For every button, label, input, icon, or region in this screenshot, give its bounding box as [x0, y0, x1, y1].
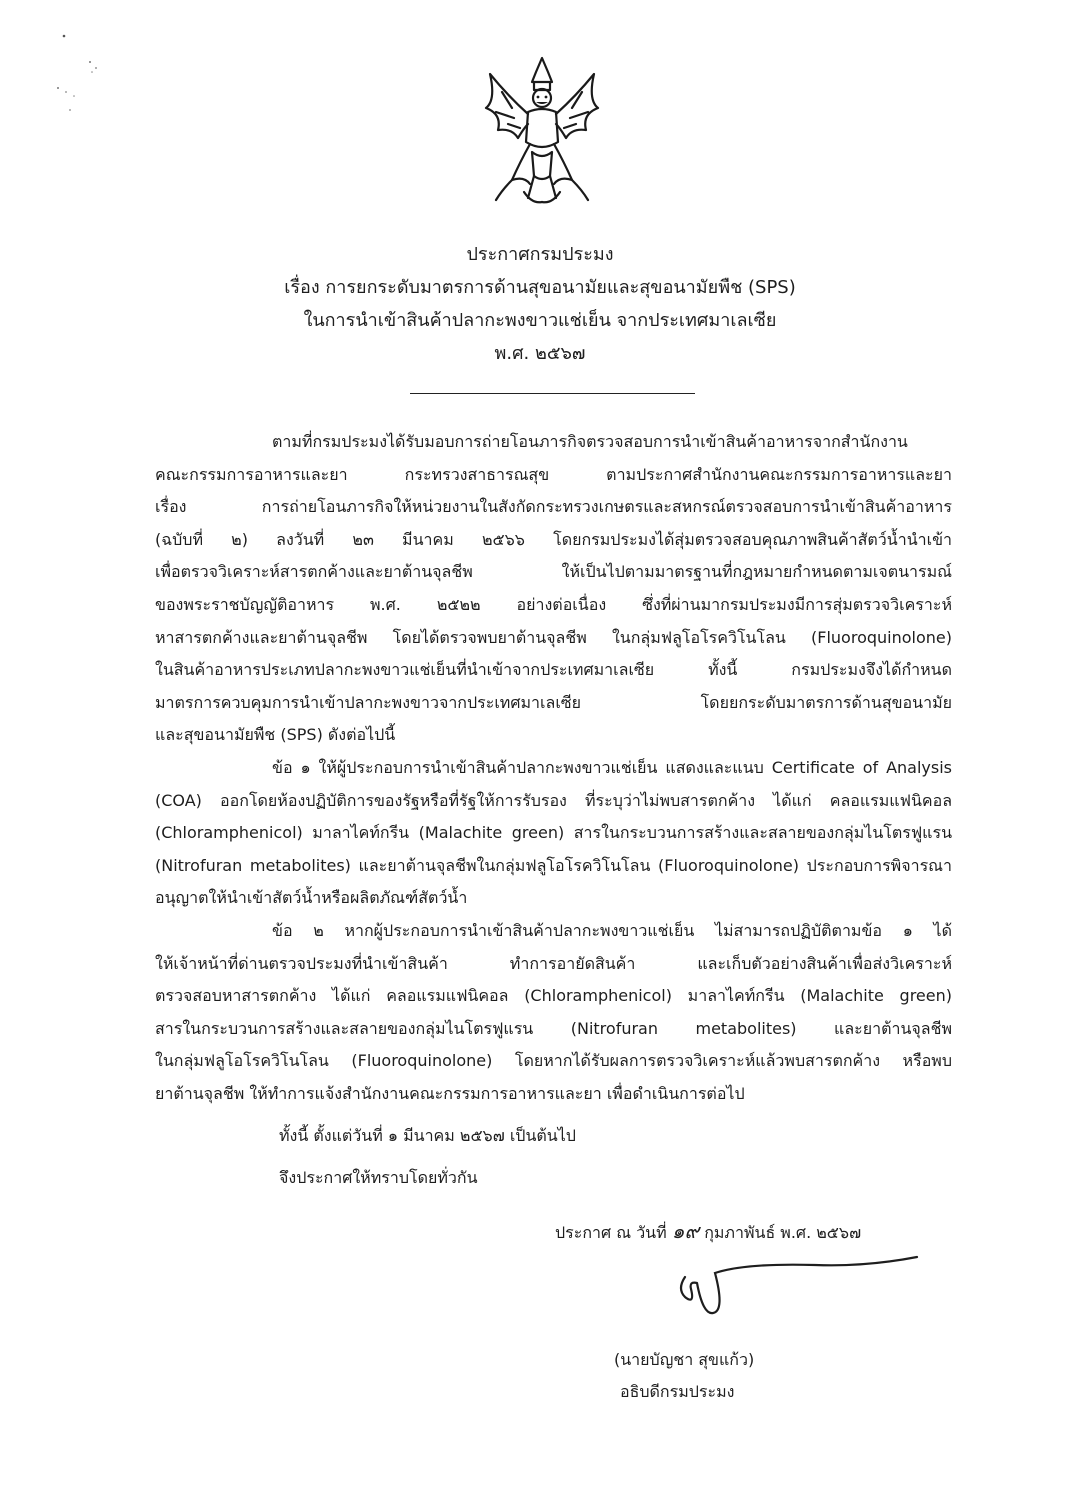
- title-divider: [410, 393, 695, 394]
- paragraph-1-line: (ฉบับที่ ๒) ลงวันที่ ๒๓ มีนาคม ๒๕๖๖ โดยกรมประมงได้สุ่มตรวจสอบคุณภาพสินค้าสัตว์น้ำนำเข้า: [155, 529, 952, 549]
- clause-2-line: ข้อ ๒ หากผู้ประกอบการนำเข้าสินค้าปลากะพงขาวแช่เย็น ไม่สามารถปฏิบัติตามข้อ ๑ ได้: [272, 920, 952, 940]
- agency-heading: ประกาศกรมประมง: [466, 244, 614, 265]
- subject-line: เรื่อง การยกระดับมาตรการด้านสุขอนามัยและสุขอนามัยพืช (SPS): [284, 277, 796, 298]
- paragraph-1-line: ตามที่กรมประมงได้รับมอบการถ่ายโอนภารกิจตรวจสอบการนำเข้าสินค้าอาหารจากสำนักงาน: [272, 432, 908, 451]
- clause-2-line: ยาต้านจุลชีพ ให้ทำการแจ้งสำนักงานคณะกรรมการอาหารและยา เพื่อดำเนินการต่อไป: [155, 1083, 745, 1103]
- signer-title: อธิบดีกรมประมง: [620, 1382, 735, 1401]
- clause-1-line: (COA) ออกโดยห้องปฏิบัติการของรัฐหรือที่รัฐให้การรับรอง ที่ระบุว่าไม่พบสารตกค้าง ได้แก่ คลอแรมแฟนิคอล: [155, 790, 952, 810]
- paragraph-1-line: เรื่อง การถ่ายโอนภารกิจให้หน่วยงานในสังกัดกระทรวงเกษตรและสหกรณ์ตรวจสอบการนำเข้าสินค้าอาหาร: [155, 497, 952, 517]
- scan-specks: [30, 30, 110, 120]
- announcement-closing: จึงประกาศให้ทราบโดยทั่วกัน: [279, 1168, 478, 1187]
- paragraph-1-line: มาตรการควบคุมการนำเข้าปลากะพงขาวจากประเทศมาเลเซีย โดยยกระดับมาตรการด้านสุขอนามัย: [155, 692, 952, 712]
- signer-name: (นายบัญชา สุขแก้ว): [614, 1350, 755, 1369]
- paragraph-1-line: ของพระราชบัญญัติอาหาร พ.ศ. ๒๕๒๒ อย่างต่อเนื่อง ซึ่งที่ผ่านมากรมประมงมีการสุ่มตรวจวิเคราะห์: [155, 594, 952, 614]
- clause-2-line: สารในกระบวนการสร้างและสลายของกลุ่มไนโตรฟูแรน (Nitrofuran metabolites) และยาต้านจุลชีพ: [155, 1018, 952, 1038]
- clause-1-line: (Chloramphenicol) มาลาไคท์กรีน (Malachite green) สารในกระบวนการสร้างและสลายของกลุ่มไนโตรฟูแรน: [155, 823, 952, 843]
- clause-2-line: ตรวจสอบหาสารตกค้าง ได้แก่ คลอแรมแฟนิคอล (Chloramphenicol) มาลาไคท์กรีน (Malachite green): [155, 986, 952, 1006]
- announcement-body: [155, 426, 952, 1110]
- subject-line-2: ในการนำเข้าสินค้าปลากะพงขาวแช่เย็น จากประเทศมาเลเซีย: [303, 310, 777, 331]
- clause-2-line: ให้เจ้าหน้าที่ด่านตรวจประมงที่นำเข้าสินค้า ทำการอายัดสินค้า และเก็บตัวอย่างสินค้าเพื่อส่งวิเคราะห์: [155, 953, 952, 973]
- paragraph-1-line: และสุขอนามัยพืช (SPS) ดังต่อไปนี้: [155, 725, 396, 745]
- paragraph-1-line: เพื่อตรวจวิเคราะห์สารตกค้างและยาต้านจุลชีพ ให้เป็นไปตามมาตรฐานที่กฎหมายกำหนดตามเจตนารมณ์: [155, 562, 952, 582]
- year-line: พ.ศ. ๒๕๖๗: [494, 343, 586, 364]
- handwritten-day: ๑๙: [671, 1219, 700, 1243]
- effective-date-line: ทั้งนี้ ตั้งแต่วันที่ ๑ มีนาคม ๒๕๖๗ เป็นต้นไป: [279, 1126, 576, 1145]
- date-prefix: ประกาศ ณ วันที่: [555, 1223, 667, 1242]
- paragraph-1-line: ในสินค้าอาหารประเภทปลากะพงขาวแช่เย็นที่นำเข้าจากประเทศมาเลเซีย ทั้งนี้ กรมประมงจึงได้กำหนด: [155, 660, 952, 680]
- signing-date: [555, 1215, 861, 1247]
- signature-mark: [655, 1255, 925, 1335]
- announcement-title: [0, 238, 1080, 370]
- paragraph-1-line: หาสารตกค้างและยาต้านจุลชีพ โดยได้ตรวจพบยาต้านจุลชีพ ในกลุ่มฟลูโอโรควิโนโลน (Fluoroquinolone): [155, 627, 952, 647]
- garuda-emblem-icon: [472, 52, 612, 212]
- clause-2-line: ในกลุ่มฟลูโอโรควิโนโลน (Fluoroquinolone) โดยหากได้รับผลการตรวจวิเคราะห์แล้วพบสารตกค้าง หรือพบ: [155, 1051, 952, 1071]
- clause-1-line: ข้อ ๑ ให้ผู้ประกอบการนำเข้าสินค้าปลากะพงขาวแช่เย็น แสดงและแนบ Certificate of Analysis: [272, 757, 952, 777]
- clause-1-line: อนุญาตให้นำเข้าสัตว์น้ำหรือผลิตภัณฑ์สัตว์น้ำ: [155, 888, 468, 908]
- date-month-year: กุมภาพันธ์ พ.ศ. ๒๕๖๗: [704, 1223, 862, 1242]
- clause-1-line: (Nitrofuran metabolites) และยาต้านจุลชีพในกลุ่มฟลูโอโรควิโนโลน (Fluoroquinolone) ประกอบการพิจารณา: [155, 855, 952, 875]
- paragraph-1-line: คณะกรรมการอาหารและยา กระทรวงสาธารณสุข ตามประกาศสำนักงานคณะกรรมการอาหารและยา: [155, 464, 952, 484]
